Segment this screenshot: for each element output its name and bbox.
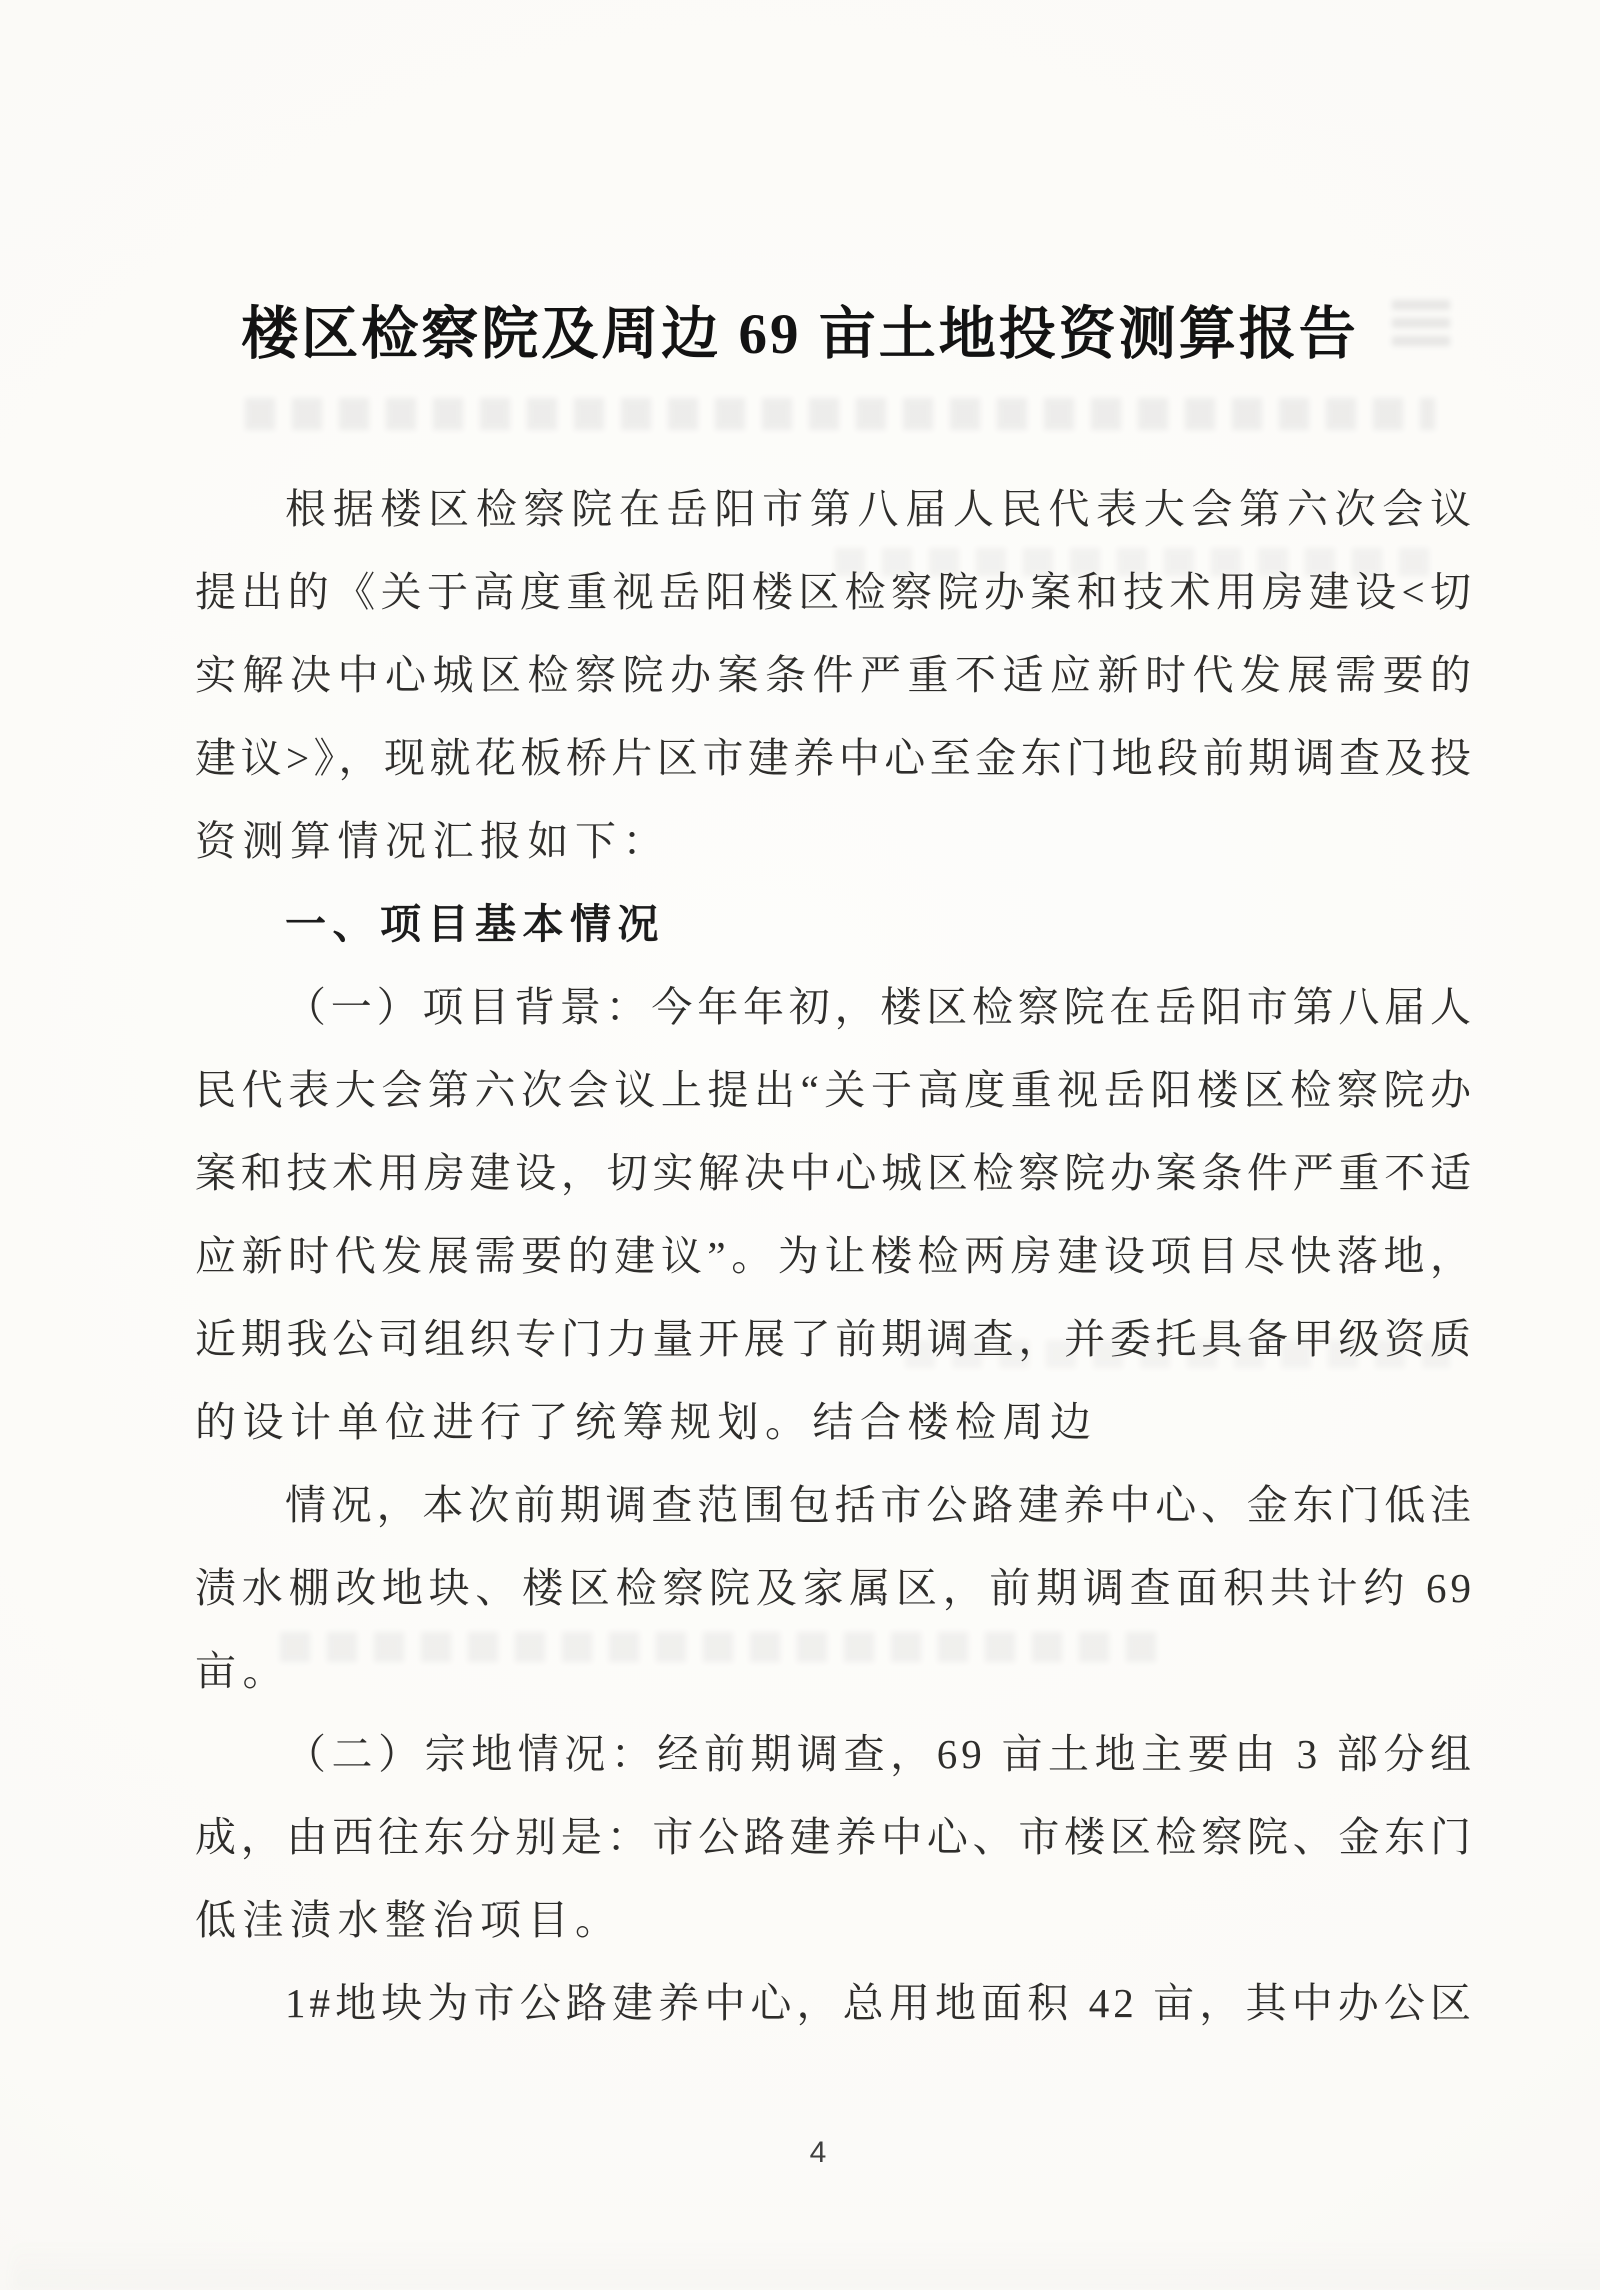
- body-line: 的设计单位进行了统筹规划。结合楼检周边: [195, 1399, 1098, 1445]
- scan-edge-shadow: [12, 2238, 1600, 2290]
- document-title: 楼区检察院及周边 69 亩土地投资测算报告: [241, 303, 1359, 366]
- body-line: 1#地块为市公路建养中心，总用地面积 42 亩，其中办公区: [285, 1980, 1475, 2026]
- body-line: 实解决中心城区检察院办案条件严重不适应新时代发展需要的: [195, 652, 1475, 698]
- body-line: 民代表大会第六次会议上提出“关于高度重视岳阳楼区检察院办: [195, 1067, 1475, 1113]
- body-line: 根据楼区检察院在岳阳市第八届人民代表大会第六次会议: [285, 486, 1475, 532]
- body-line: 情况，本次前期调查范围包括市公路建养中心、金东门低洼: [285, 1482, 1475, 1528]
- document-body: [195, 468, 1475, 2045]
- page-number: 4: [809, 2136, 827, 2169]
- body-line: 近期我公司组织专门力量开展了前期调查，并委托具备甲级资质: [195, 1316, 1475, 1362]
- body-line: 低洼渍水整治项目。: [195, 1897, 623, 1943]
- body-line: （一）项目背景：今年年初，楼区检察院在岳阳市第八届人: [285, 984, 1475, 1030]
- body-line: 提出的《关于高度重视岳阳楼区检察院办案和技术用房建设<切: [195, 569, 1475, 615]
- bleed-through-mark: [245, 398, 1435, 430]
- body-line: 资测算情况汇报如下：: [195, 818, 670, 864]
- body-line: 建议>》，现就花板桥片区市建养中心至金东门地段前期调查及投: [195, 735, 1475, 781]
- body-line: 亩。: [195, 1648, 290, 1694]
- body-line: 应新时代发展需要的建议”。为让楼检两房建设项目尽快落地，: [195, 1233, 1475, 1279]
- body-line: 渍水棚改地块、楼区检察院及家属区，前期调查面积共计约 69: [195, 1565, 1475, 1611]
- body-line: （二）宗地情况：经前期调查，69 亩土地主要由 3 部分组: [285, 1731, 1475, 1777]
- section-heading: 一、项目基本情况: [285, 901, 665, 947]
- body-line: 成，由西往东分别是：市公路建养中心、市楼区检察院、金东门: [195, 1814, 1475, 1860]
- body-line: 案和技术用房建设，切实解决中心城区检察院办案条件严重不适: [195, 1150, 1475, 1196]
